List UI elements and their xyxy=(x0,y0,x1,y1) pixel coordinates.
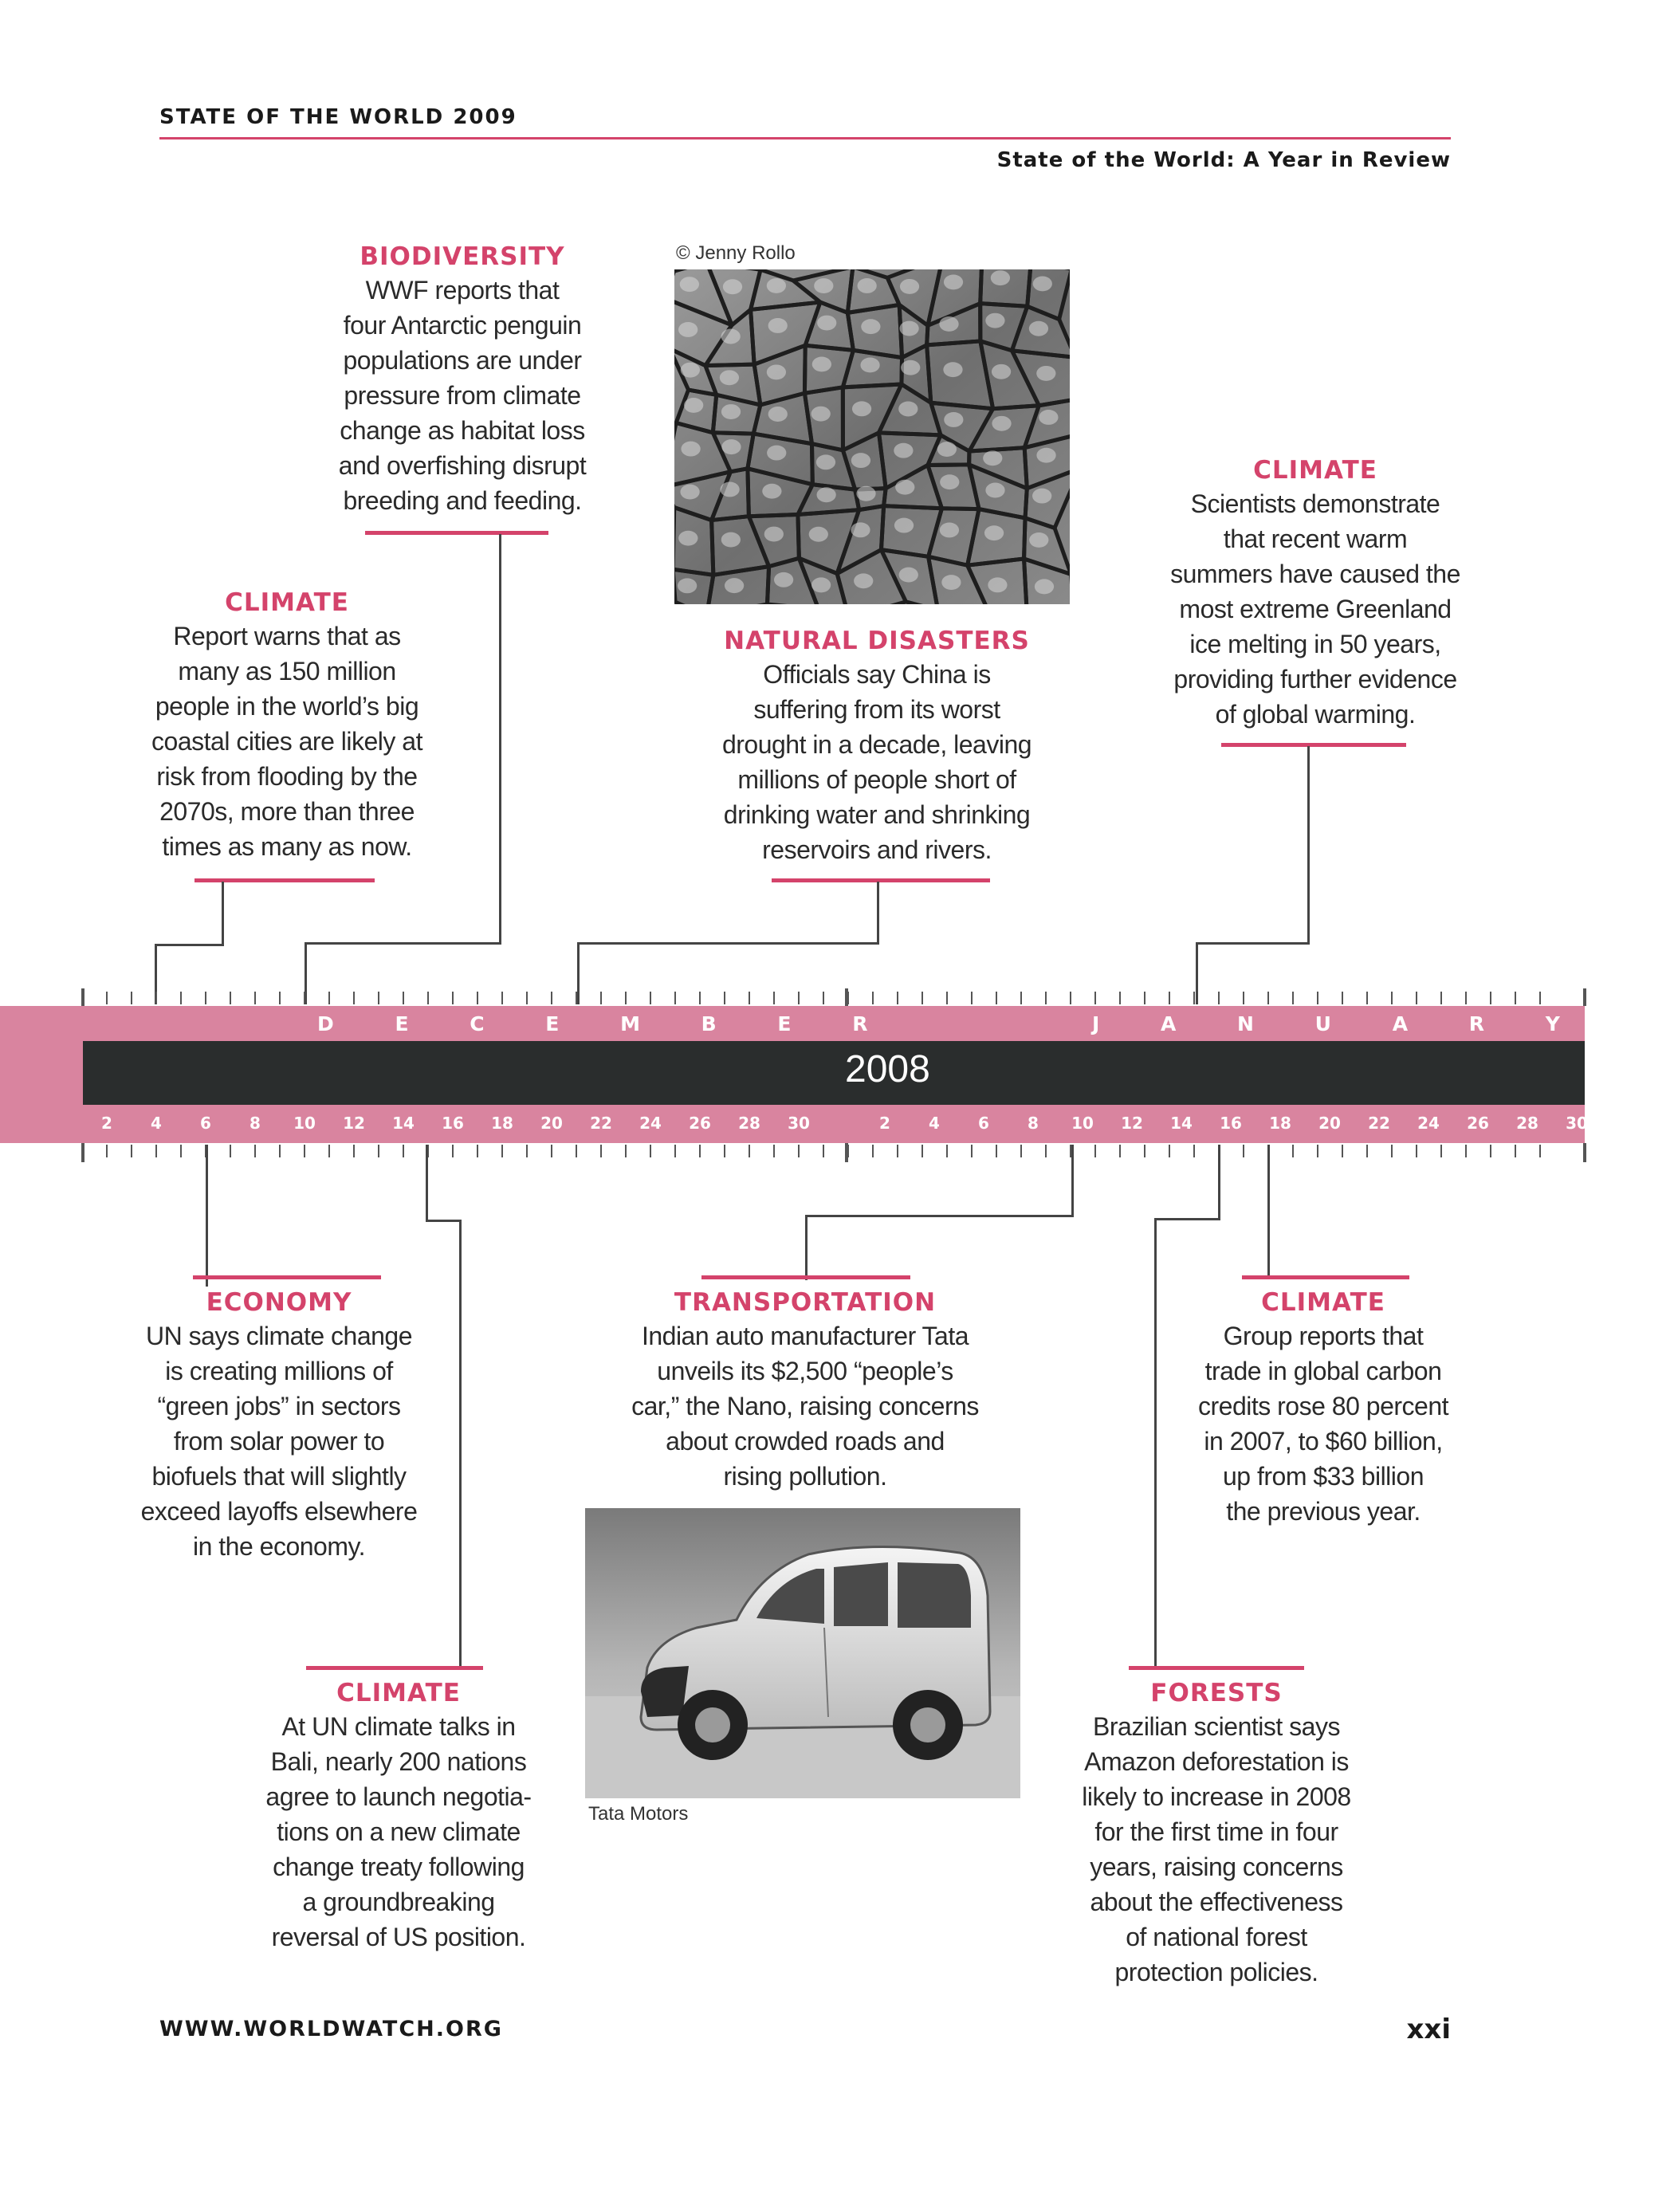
event-category: CLIMATE xyxy=(1261,1288,1385,1317)
event-marker-bar xyxy=(306,1666,483,1670)
event-climate-greenland xyxy=(1148,454,1483,732)
day-label-december: 20 xyxy=(540,1114,563,1133)
event-text: Indian auto manufacturer Tata unveils its $2,500 “people’s car,” the Nano, raising concerns about crowded roads and rising pollution. xyxy=(631,1322,979,1491)
event-text: WWF reports that four Antarctic penguin populations are under pressure from climate change as habitat loss and overfishing disrupt breeding and feeding. xyxy=(338,276,587,515)
day-label-january: 22 xyxy=(1368,1114,1390,1133)
event-marker-bar xyxy=(701,1275,910,1279)
cracked-earth-photo xyxy=(674,269,1070,604)
event-marker-bar xyxy=(772,878,990,882)
event-text: Group reports that trade in global carbon credits rose 80 percent in 2007, to $60 billion, up from $33 billion the previous year. xyxy=(1198,1322,1448,1526)
event-text: At UN climate talks in Bali, nearly 200 nations agree to launch negotia- tions on a new climate change treaty following a groundbreaking reversal of US position. xyxy=(265,1712,532,1951)
day-label-december: 18 xyxy=(491,1114,513,1133)
drought-photo-credit: © Jenny Rollo xyxy=(676,242,796,264)
event-category: CLIMATE xyxy=(336,1679,461,1707)
event-marker-bar xyxy=(365,531,548,535)
event-climate-carbon xyxy=(1164,1287,1483,1529)
day-label-january: 8 xyxy=(1028,1114,1039,1133)
day-label-january: 28 xyxy=(1516,1114,1538,1133)
footer-url: WWW.WORLDWATCH.ORG xyxy=(159,2017,503,2041)
day-label-december: 24 xyxy=(639,1114,662,1133)
day-label-january: 16 xyxy=(1220,1114,1242,1133)
event-category: TRANSPORTATION xyxy=(674,1288,937,1317)
event-climate-bali xyxy=(239,1677,558,1955)
event-climate-flooding xyxy=(128,587,446,864)
day-label-december: 6 xyxy=(200,1114,211,1133)
event-transportation xyxy=(622,1287,988,1494)
event-category: CLIMATE xyxy=(225,588,349,617)
day-label-january: 24 xyxy=(1417,1114,1440,1133)
day-label-december: 12 xyxy=(343,1114,365,1133)
day-label-january: 4 xyxy=(929,1114,940,1133)
running-header-title: STATE OF THE WORLD 2009 xyxy=(159,105,517,129)
header-rule xyxy=(159,137,1451,139)
event-text: Officials say China is suffering from its worst drought in a decade, leaving millions of people short of drinking water and shrinking reservoirs and rivers. xyxy=(721,660,1032,864)
event-category: ECONOMY xyxy=(206,1288,352,1317)
event-marker-bar xyxy=(1129,1666,1304,1670)
car-photo-credit: Tata Motors xyxy=(588,1803,689,1825)
day-label-december: 30 xyxy=(788,1114,810,1133)
page-number: xxi xyxy=(1406,2014,1451,2045)
day-label-december: 16 xyxy=(442,1114,464,1133)
day-label-january: 26 xyxy=(1467,1114,1489,1133)
day-label-january: 2 xyxy=(879,1114,890,1133)
day-label-december: 10 xyxy=(293,1114,316,1133)
event-economy xyxy=(120,1287,438,1564)
day-label-december: 4 xyxy=(151,1114,162,1133)
event-category: NATURAL DISASTERS xyxy=(724,627,1030,655)
day-label-january: 20 xyxy=(1318,1114,1341,1133)
day-label-january: 14 xyxy=(1170,1114,1193,1133)
day-label-december: 14 xyxy=(392,1114,415,1133)
event-text: Report warns that as many as 150 million people in the world’s big coastal cities are likely at risk from flooding by the 2070s, more than three times as many as now. xyxy=(151,622,422,861)
section-title: State of the World: A Year in Review xyxy=(996,148,1451,172)
day-label-january: 18 xyxy=(1269,1114,1291,1133)
day-label-january: 10 xyxy=(1071,1114,1094,1133)
event-text: UN says climate change is creating millions of “green jobs” in sectors from solar power to biofuels that will slightly exceed layoffs elsewhere in the economy. xyxy=(140,1322,418,1561)
day-label-december: 28 xyxy=(738,1114,760,1133)
event-category: CLIMATE xyxy=(1253,456,1377,485)
event-text: Brazilian scientist says Amazon deforestation is likely to increase in 2008 for the first time in four years, raising concerns about the effectiveness of national forest protection policies. xyxy=(1082,1712,1351,1986)
day-label-january: 12 xyxy=(1121,1114,1143,1133)
event-marker-bar xyxy=(1242,1275,1409,1279)
month-label-january: J A N U A R Y xyxy=(1092,1012,1587,1035)
event-forests xyxy=(1057,1677,1376,1990)
event-category: BIODIVERSITY xyxy=(360,242,565,271)
day-label-january: 30 xyxy=(1566,1114,1588,1133)
event-biodiversity xyxy=(303,241,622,518)
event-marker-bar xyxy=(1221,743,1406,747)
tata-nano-car-photo xyxy=(585,1508,1020,1798)
event-natural-disasters xyxy=(701,625,1052,867)
day-label-december: 8 xyxy=(250,1114,261,1133)
event-marker-bar xyxy=(193,1275,381,1279)
day-label-december: 22 xyxy=(590,1114,612,1133)
timeline-year: 2008 xyxy=(845,1048,930,1090)
day-label-january: 6 xyxy=(978,1114,989,1133)
day-label-december: 2 xyxy=(101,1114,112,1133)
timeline-year-band xyxy=(83,1041,1585,1105)
day-label-december: 26 xyxy=(689,1114,711,1133)
month-label-december: D E C E M B E R xyxy=(317,1012,895,1035)
timeline-left-tab xyxy=(0,1006,83,1143)
event-text: Scientists demonstrate that recent warm summers have caused the most extreme Greenland ice melting in 50 years, providing further evidence of global warming. xyxy=(1170,489,1460,729)
event-category: FORESTS xyxy=(1150,1679,1283,1707)
